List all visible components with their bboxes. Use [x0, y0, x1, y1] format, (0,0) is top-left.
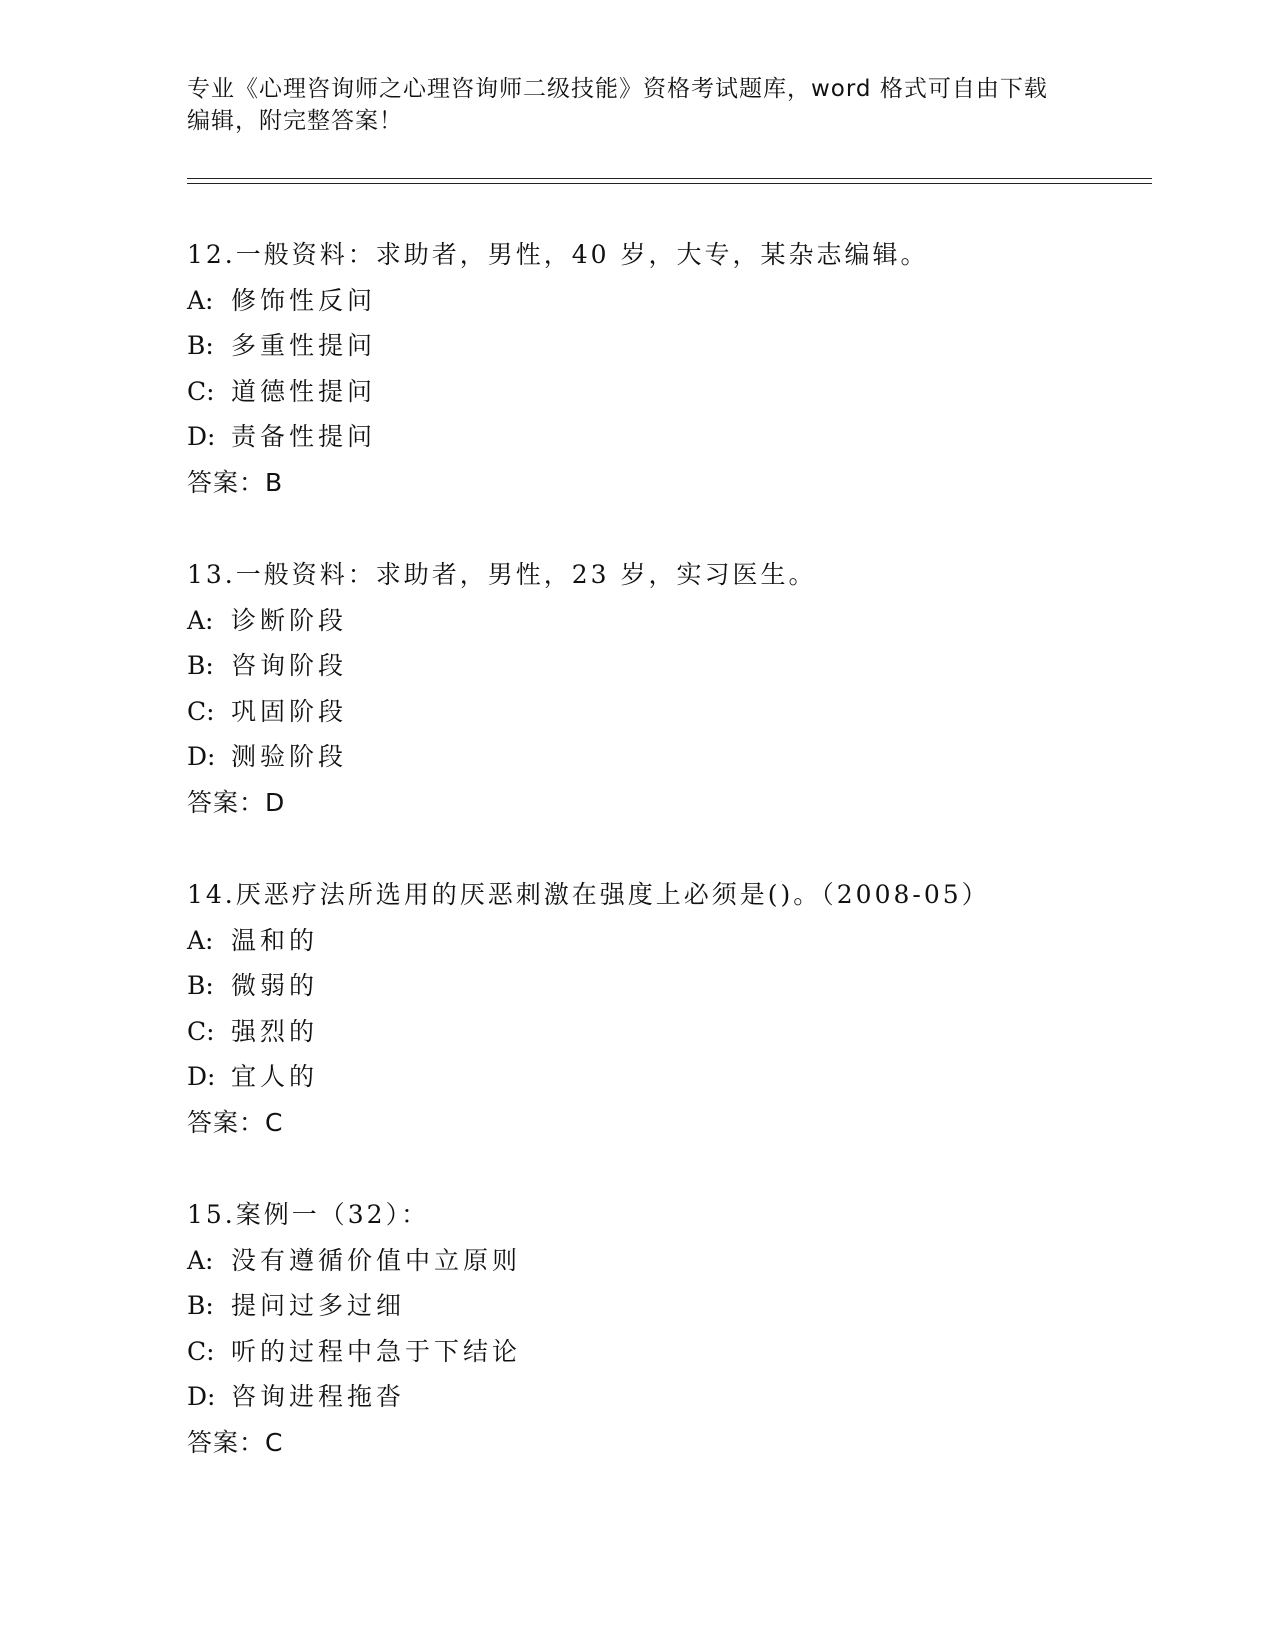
option-key: D:	[187, 1382, 216, 1412]
option-d	[187, 1374, 1157, 1420]
option-text: 巩固阶段	[231, 696, 348, 726]
option-text: 诊断阶段	[231, 605, 348, 635]
option-text: 测验阶段	[231, 742, 348, 772]
option-a	[187, 278, 1157, 324]
option-key: D:	[187, 422, 216, 452]
header-line-2: 编辑，附完整答案！	[187, 108, 403, 134]
option-text: 提问过多过细	[231, 1291, 406, 1321]
question-block	[187, 232, 1157, 506]
option-text: 咨询进程拖沓	[231, 1382, 406, 1412]
option-key: C:	[187, 1336, 215, 1366]
option-a	[187, 918, 1157, 964]
option-b	[187, 643, 1157, 689]
question-block	[187, 872, 1157, 1146]
option-key: A:	[187, 285, 214, 315]
option-key: C:	[187, 376, 215, 406]
question-stem: 13.一般资料：求助者，男性，23 岁，实习医生。	[187, 560, 817, 589]
option-text: 听的过程中急于下结论	[231, 1336, 522, 1366]
header-divider-top	[187, 178, 1152, 179]
option-key: D:	[187, 1062, 216, 1092]
document-header	[187, 73, 1087, 137]
option-key: A:	[187, 925, 214, 955]
answer-line: 答案：C	[187, 1427, 284, 1457]
option-key: B:	[187, 651, 214, 681]
option-d	[187, 1054, 1157, 1100]
question-block	[187, 552, 1157, 826]
option-key: A:	[187, 1245, 214, 1275]
option-c	[187, 369, 1157, 415]
option-d	[187, 414, 1157, 460]
question-stem: 14.厌恶疗法所选用的厌恶刺激在强度上必须是()。（2008-05）	[187, 880, 990, 909]
option-d	[187, 734, 1157, 780]
option-key: C:	[187, 696, 215, 726]
option-c	[187, 1329, 1157, 1375]
option-key: D:	[187, 742, 216, 772]
option-text: 修饰性反问	[231, 285, 377, 315]
option-c	[187, 689, 1157, 735]
option-a	[187, 1238, 1157, 1284]
option-text: 咨询阶段	[231, 651, 348, 681]
option-a	[187, 598, 1157, 644]
option-text: 宜人的	[231, 1062, 319, 1092]
option-b	[187, 1283, 1157, 1329]
option-text: 微弱的	[231, 971, 319, 1001]
option-text: 没有遵循价值中立原则	[231, 1245, 522, 1275]
option-b	[187, 963, 1157, 1009]
option-key: C:	[187, 1016, 215, 1046]
question-block	[187, 1192, 1157, 1466]
option-text: 温和的	[231, 925, 319, 955]
answer-line: 答案：B	[187, 467, 284, 497]
option-text: 强烈的	[231, 1016, 319, 1046]
header-line-1: 专业《心理咨询师之心理咨询师二级技能》资格考试题库，word 格式可自由下载	[187, 76, 1048, 102]
option-key: A:	[187, 605, 214, 635]
answer-line: 答案：D	[187, 787, 286, 817]
option-text: 多重性提问	[231, 331, 377, 361]
option-key: B:	[187, 331, 214, 361]
option-key: B:	[187, 971, 214, 1001]
option-b	[187, 323, 1157, 369]
header-divider-bottom	[187, 183, 1152, 184]
option-text: 道德性提问	[231, 376, 377, 406]
question-stem: 15.案例一（32）：	[187, 1200, 430, 1229]
question-stem: 12.一般资料：求助者，男性，40 岁，大专，某杂志编辑。	[187, 240, 929, 269]
option-key: B:	[187, 1291, 214, 1321]
answer-line: 答案：C	[187, 1107, 284, 1137]
option-text: 责备性提问	[231, 422, 377, 452]
option-c	[187, 1009, 1157, 1055]
